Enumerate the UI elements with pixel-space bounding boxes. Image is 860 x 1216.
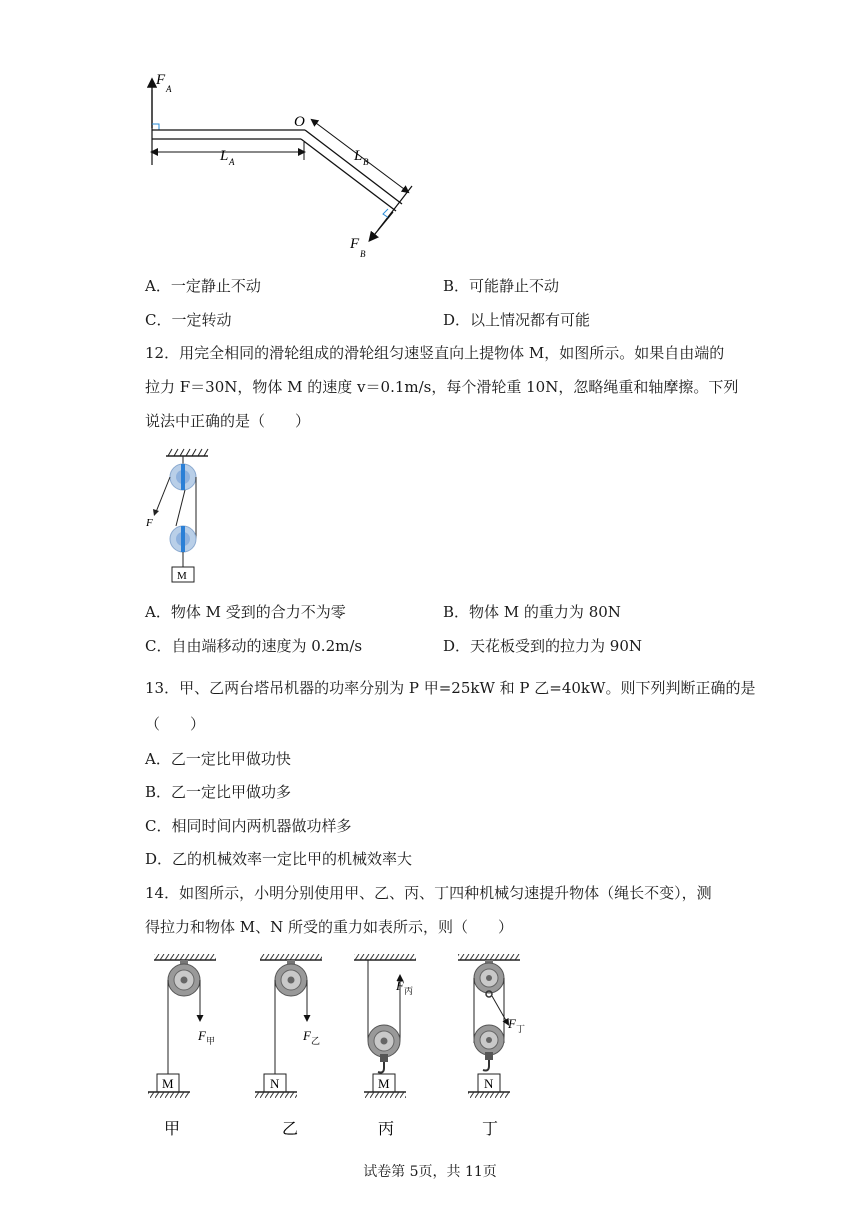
- panel-bing: [354, 954, 416, 1138]
- q12-option-c[interactable]: [145, 636, 362, 656]
- q14-stem-line2: 得拉力和物体 M、N 所受的重力如表所示，则（ ）: [145, 918, 514, 936]
- q12-stem-line3: 说法中正确的是（ ）: [145, 412, 311, 430]
- option-text: 天花板受到的拉力为 90N: [470, 637, 643, 655]
- force-sub: 丙: [404, 986, 414, 996]
- panel-ding: [458, 954, 525, 1138]
- option-text: 相同时间内两机器做功样多: [171, 817, 352, 835]
- label-m: M: [177, 570, 187, 582]
- panel-jia: [148, 954, 216, 1138]
- option-text: 物体 M 的重力为 80N: [469, 603, 621, 621]
- label-fa-sub: A: [166, 84, 172, 94]
- label-la-sub: A: [229, 157, 235, 167]
- option-letter: D．: [145, 850, 173, 868]
- q13-option-a[interactable]: [145, 749, 291, 769]
- q14-stem-line1: 14．如图所示，小明分别使用甲、乙、丙、丁四种机械匀速提升物体（绳长不变），测: [145, 884, 712, 902]
- option-letter: A．: [145, 603, 171, 621]
- q12-option-a[interactable]: [145, 602, 346, 622]
- force-sub: 甲: [206, 1036, 216, 1046]
- option-letter: B．: [443, 603, 470, 621]
- label-fb: F: [350, 236, 360, 252]
- force-label: F: [198, 1028, 206, 1043]
- option-text: 物体 M 受到的合力不为零: [170, 603, 346, 621]
- q13-option-d[interactable]: [145, 849, 412, 869]
- option-text: 一定静止不动: [170, 277, 261, 295]
- label-fb-sub: B: [360, 249, 366, 259]
- option-text: 自由端移动的速度为 0.2m/s: [171, 637, 363, 655]
- q12-stem-line2: 拉力 F＝30N，物体 M 的速度 v＝0.1m/s，每个滑轮重 10N，忽略绳重和轴摩擦。下列: [145, 378, 739, 396]
- option-letter: D．: [443, 637, 471, 655]
- panel-yi: [255, 954, 322, 1138]
- block-label: N: [484, 1076, 494, 1091]
- force-label: F: [508, 1016, 516, 1031]
- label-la: L: [220, 148, 229, 164]
- option-text: 可能静止不动: [469, 277, 560, 295]
- option-text: 一定转动: [171, 311, 232, 329]
- force-label: F: [396, 978, 404, 993]
- option-letter: C．: [145, 311, 172, 329]
- option-letter: C．: [145, 817, 172, 835]
- q12-option-d[interactable]: [443, 636, 642, 656]
- q11-option-d[interactable]: [443, 310, 590, 330]
- block-label: N: [270, 1076, 280, 1091]
- label-f: F: [146, 517, 153, 529]
- q11-option-c[interactable]: [145, 310, 232, 330]
- option-letter: A．: [145, 750, 171, 768]
- q13-option-c[interactable]: [145, 816, 352, 836]
- option-letter: B．: [145, 783, 172, 801]
- four-machines-figure: [140, 948, 540, 1148]
- pulley-block-figure: [140, 446, 230, 586]
- label-lb: L: [354, 148, 363, 164]
- q13-stem-line1: 13．甲、乙两台塔吊机器的功率分别为 P 甲=25kW 和 P 乙=40kW。则下列判断正确的是: [145, 679, 756, 697]
- block-label: M: [162, 1076, 174, 1091]
- q11-option-a[interactable]: [145, 276, 261, 296]
- lever-figure: [130, 60, 430, 270]
- option-text: 乙的机械效率一定比甲的机械效率大: [172, 850, 413, 868]
- q12-stem-line1: 12．用完全相同的滑轮组成的滑轮组匀速竖直向上提物体 M，如图所示。如果自由端的: [145, 344, 725, 362]
- force-label: F: [303, 1028, 311, 1043]
- block-label: M: [378, 1076, 390, 1091]
- q13-stem-line2: （ ）: [145, 715, 206, 733]
- q11-option-b[interactable]: [443, 276, 559, 296]
- q12-option-b[interactable]: [443, 602, 621, 622]
- option-text: 以上情况都有可能: [470, 311, 591, 329]
- q13-option-b[interactable]: [145, 782, 291, 802]
- page-footer: 试卷第 5页，共 11页: [363, 1164, 497, 1180]
- label-fa: F: [156, 72, 166, 88]
- force-fb-arrow: [370, 212, 393, 240]
- caption: 丙: [378, 1121, 395, 1138]
- option-letter: A．: [145, 277, 171, 295]
- force-sub: 乙: [311, 1036, 321, 1046]
- caption: 甲: [164, 1121, 181, 1138]
- label-lb-sub: B: [363, 157, 369, 167]
- option-text: 乙一定比甲做功多: [171, 783, 292, 801]
- caption: 丁: [482, 1121, 499, 1138]
- option-letter: D．: [443, 311, 471, 329]
- label-o: O: [294, 114, 305, 130]
- option-letter: C．: [145, 637, 172, 655]
- option-text: 乙一定比甲做功快: [170, 750, 291, 768]
- option-letter: B．: [443, 277, 470, 295]
- caption: 乙: [282, 1121, 299, 1138]
- force-sub: 丁: [516, 1024, 526, 1034]
